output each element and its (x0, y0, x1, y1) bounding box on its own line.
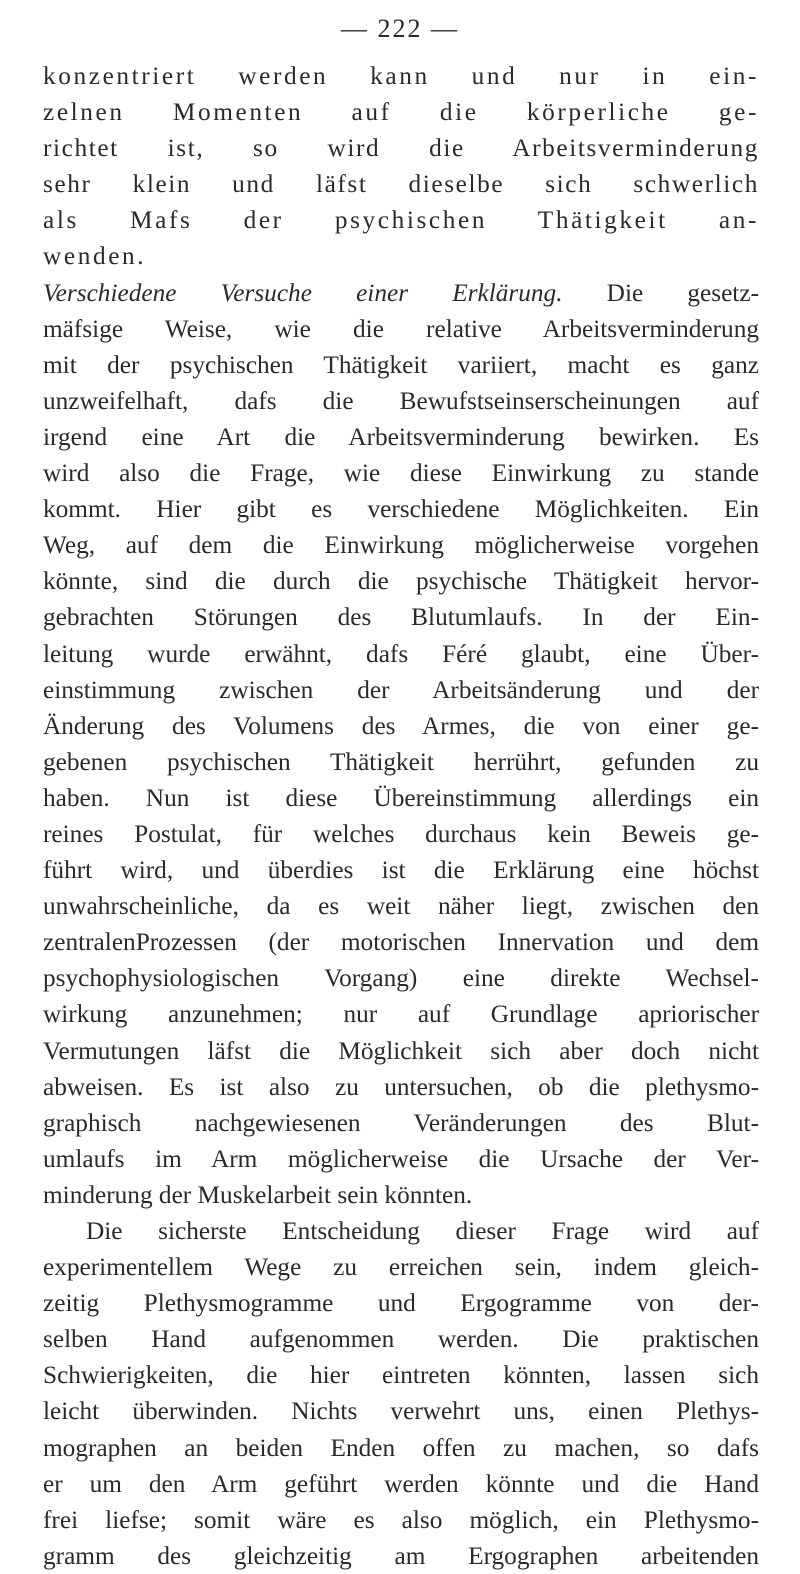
text-line: gramm des gleichzeitig am Ergographen arbeitenden (43, 1541, 759, 1570)
text-line: konzentriert werden kann und nur in ein- (43, 62, 759, 90)
text-line: psychophysiologischen Vorgang) eine direkte Wechsel- (43, 964, 759, 993)
text-line: wird also die Frage, wie diese Einwirkung zu stande (43, 459, 759, 488)
text-line: abweisen. Es ist also zu untersuchen, ob die plethysmo- (43, 1072, 759, 1101)
text-line: Weg, auf dem die Einwirkung möglicherweise vorgehen (43, 531, 759, 560)
text-line: er um den Arm geführt werden könnte und die Hand (43, 1469, 759, 1498)
text-line: umlaufs im Arm möglicherweise die Ursache der Ver- (43, 1144, 759, 1173)
text-line: könnte, sind die durch die psychische Thätigkeit hervor- (43, 567, 759, 596)
text-line: führt wird, und überdies ist die Erklärung eine höchst (43, 856, 759, 885)
text-line: selben Hand aufgenommen werden. Die praktischen (43, 1325, 759, 1354)
text-line: leicht überwinden. Nichts verwehrt uns, einen Plethys- (43, 1397, 759, 1426)
text-line: einstimmung zwischen der Arbeitsänderung und der (43, 675, 759, 704)
text-line: mit der psychischen Thätigkeit variiert, macht es ganz (43, 350, 759, 379)
text-line: wenden. (43, 242, 147, 271)
section-heading-line (43, 275, 759, 311)
text-line: wirkung anzunehmen; nur auf Grundlage apriorischer (43, 1000, 759, 1029)
text-line: irgend eine Art die Arbeitsverminderung bewirken. Es (43, 422, 759, 451)
text-line: gebrachten Störungen des Blutumlaufs. In der Ein- (43, 603, 759, 632)
text-line: unzweifelhaft, dafs die Bewufstseinserscheinungen auf (43, 386, 759, 415)
text-line: zeitig Plethysmogramme und Ergogramme von der- (43, 1289, 759, 1318)
text-line: gebenen psychischen Thätigkeit herrührt, gefunden zu (43, 747, 759, 776)
text-line: experimentellem Wege zu erreichen sein, indem gleich- (43, 1253, 759, 1282)
text-line: Die sicherste Entscheidung dieser Frage wird auf (86, 1217, 759, 1245)
body-text (43, 58, 759, 1574)
text-line: Schwierigkeiten, die hier eintreten könnten, lassen sich (43, 1361, 759, 1390)
text-line: zelnen Momenten auf die körperliche ge- (43, 98, 759, 127)
text-line: sehr klein und läfst dieselbe sich schwerlich (43, 170, 759, 199)
text-line: richtet ist, so wird die Arbeitsverminderung (43, 134, 759, 163)
text-line-rest: Die gesetz- (562, 278, 759, 307)
section-heading: Verschiedene Versuche einer Erklärung. (43, 278, 563, 307)
page-number: — 222 — (341, 14, 459, 43)
text-line: graphisch nachgewiesenen Veränderungen des Blut- (43, 1108, 759, 1137)
text-line: reines Postulat, für welches durchaus kein Beweis ge- (43, 819, 759, 848)
text-line: frei liefse; somit wäre es also möglich, ein Plethysmo- (43, 1505, 759, 1534)
text-line: leitung wurde erwähnt, dafs Féré glaubt, eine Über- (43, 639, 759, 668)
text-line: unwahrscheinliche, da es weit näher liegt, zwischen den (43, 892, 759, 921)
text-line: zentralenProzessen (der motorischen Innervation und dem (43, 928, 759, 957)
text-line: minderung der Muskelarbeit sein könnten. (43, 1180, 473, 1209)
text-line: mographen an beiden Enden offen zu machen, so dafs (43, 1433, 759, 1462)
text-line: als Mafs der psychischen Thätigkeit an- (43, 206, 759, 235)
text-line: haben. Nun ist diese Übereinstimmung allerdings ein (43, 783, 759, 812)
text-line: mäfsige Weise, wie die relative Arbeitsverminderung (43, 314, 759, 343)
text-line: Änderung des Volumens des Armes, die von einer ge- (43, 711, 759, 740)
text-line: Vermutungen läfst die Möglichkeit sich aber doch nicht (43, 1036, 759, 1065)
text-line: kommt. Hier gibt es verschiedene Möglichkeiten. Ein (43, 495, 759, 524)
